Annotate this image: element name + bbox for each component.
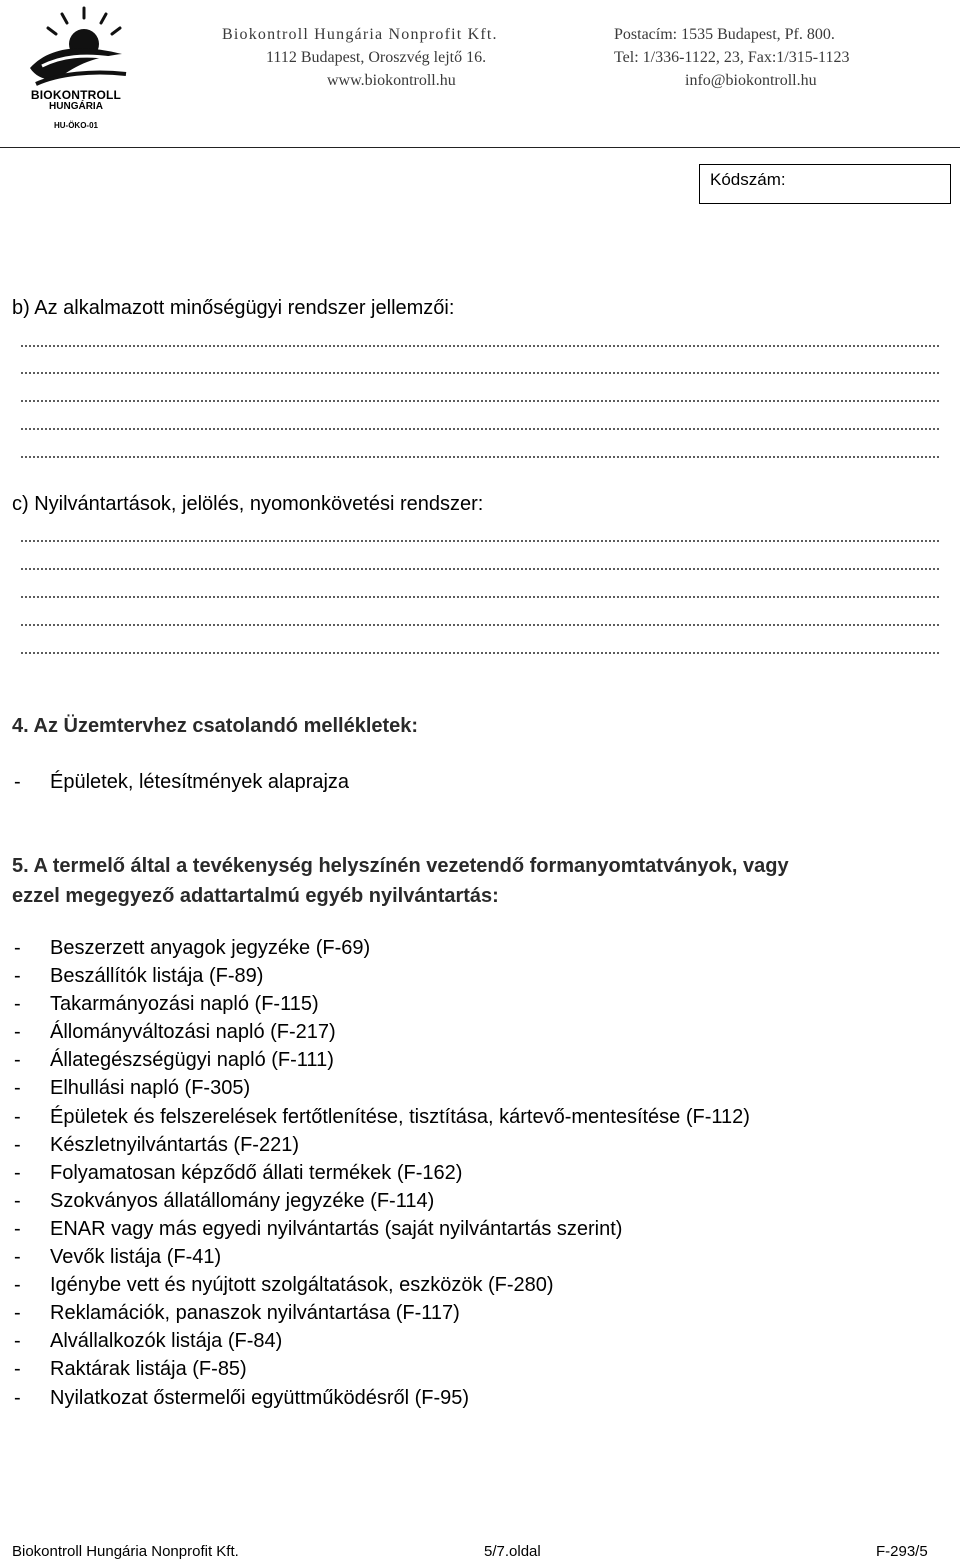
section-c-title: c) Nyilvántartások, jelölés, nyomonkövetési rendszer:	[12, 493, 484, 515]
company-logo	[22, 4, 130, 132]
list-item: - Épületek és felszerelések fertőtlenítése, tisztítása, kártevő-mentesítése (F-112)	[12, 1103, 750, 1131]
list-item: - Beszerzett anyagok jegyzéke (F-69)	[12, 934, 750, 962]
list-item: - Takarmányozási napló (F-115)	[12, 990, 750, 1018]
dotted-answer-line[interactable]	[20, 652, 940, 654]
list-item: - Igénybe vett és nyújtott szolgáltatások, eszközök (F-280)	[12, 1271, 750, 1299]
footer-form-code: F-293/5	[876, 1543, 928, 1560]
required-forms-list	[12, 934, 750, 1412]
dotted-answer-line[interactable]	[20, 400, 940, 402]
dotted-answer-line[interactable]	[20, 624, 940, 626]
dotted-answer-line[interactable]	[20, 372, 940, 374]
company-address: 1112 Budapest, Oroszvég lejtő 16.	[266, 49, 487, 66]
list-item: - Alvállalkozók listája (F-84)	[12, 1327, 750, 1355]
company-website[interactable]: www.biokontroll.hu	[327, 72, 456, 89]
company-email[interactable]: info@biokontroll.hu	[685, 72, 817, 89]
list-item: - Elhullási napló (F-305)	[12, 1074, 750, 1102]
dotted-answer-line[interactable]	[20, 345, 940, 347]
section-4-item-text: Épületek, létesítmények alaprajza	[50, 771, 350, 793]
logo-name-line2: HUNGÁRIA	[49, 101, 103, 112]
section-5-title-line1: 5. A termelő által a tevékenység helyszínén vezetendő formanyomtatványok, vagy	[12, 855, 789, 877]
list-item: - Raktárak listája (F-85)	[12, 1355, 750, 1383]
section-4-title: 4. Az Üzemtervhez csatolandó mellékletek:	[12, 715, 419, 737]
footer-page-number: 5/7.oldal	[484, 1543, 541, 1560]
code-label: Kódszám:	[710, 170, 786, 189]
header-divider	[0, 147, 960, 148]
logo-name-line1: BIOKONTROLL	[30, 88, 122, 102]
dotted-answer-line[interactable]	[20, 596, 940, 598]
dotted-answer-line[interactable]	[20, 428, 940, 430]
list-item: - Szokványos állatállomány jegyzéke (F-114)	[12, 1187, 750, 1215]
list-item: - ENAR vagy más egyedi nyilvántartás (saját nyilvántartás szerint)	[12, 1215, 750, 1243]
list-item: - Nyilatkozat őstermelői együttműködésről (F-95)	[12, 1384, 750, 1412]
code-field[interactable]	[699, 164, 951, 204]
list-item: - Állományváltozási napló (F-217)	[12, 1018, 750, 1046]
list-item: - Vevők listája (F-41)	[12, 1243, 750, 1271]
dotted-answer-line[interactable]	[20, 540, 940, 542]
section-4-item: - Épületek, létesítmények alaprajza	[14, 771, 350, 793]
section-b-title: b) Az alkalmazott minőségügyi rendszer jellemzői:	[12, 297, 455, 319]
company-name: Biokontroll Hungária Nonprofit Kft.	[222, 26, 498, 43]
dotted-answer-line[interactable]	[20, 568, 940, 570]
postal-address: Postacím: 1535 Budapest, Pf. 800.	[614, 26, 835, 43]
biokontroll-logo-icon	[22, 4, 130, 90]
list-item: - Reklamációk, panaszok nyilvántartása (F-117)	[12, 1299, 750, 1327]
phone-fax: Tel: 1/336-1122, 23, Fax:1/315-1123	[614, 49, 850, 66]
logo-code: HU-ÖKO-01	[53, 121, 98, 130]
footer-company: Biokontroll Hungária Nonprofit Kft.	[12, 1543, 239, 1560]
list-item: - Állategészségügyi napló (F-111)	[12, 1046, 750, 1074]
list-item: - Beszállítók listája (F-89)	[12, 962, 750, 990]
section-5-title-line2: ezzel megegyező adattartalmú egyéb nyilvántartás:	[12, 885, 499, 907]
list-item: - Készletnyilvántartás (F-221)	[12, 1131, 750, 1159]
dotted-answer-line[interactable]	[20, 456, 940, 458]
list-item: - Folyamatosan képződő állati termékek (F-162)	[12, 1159, 750, 1187]
